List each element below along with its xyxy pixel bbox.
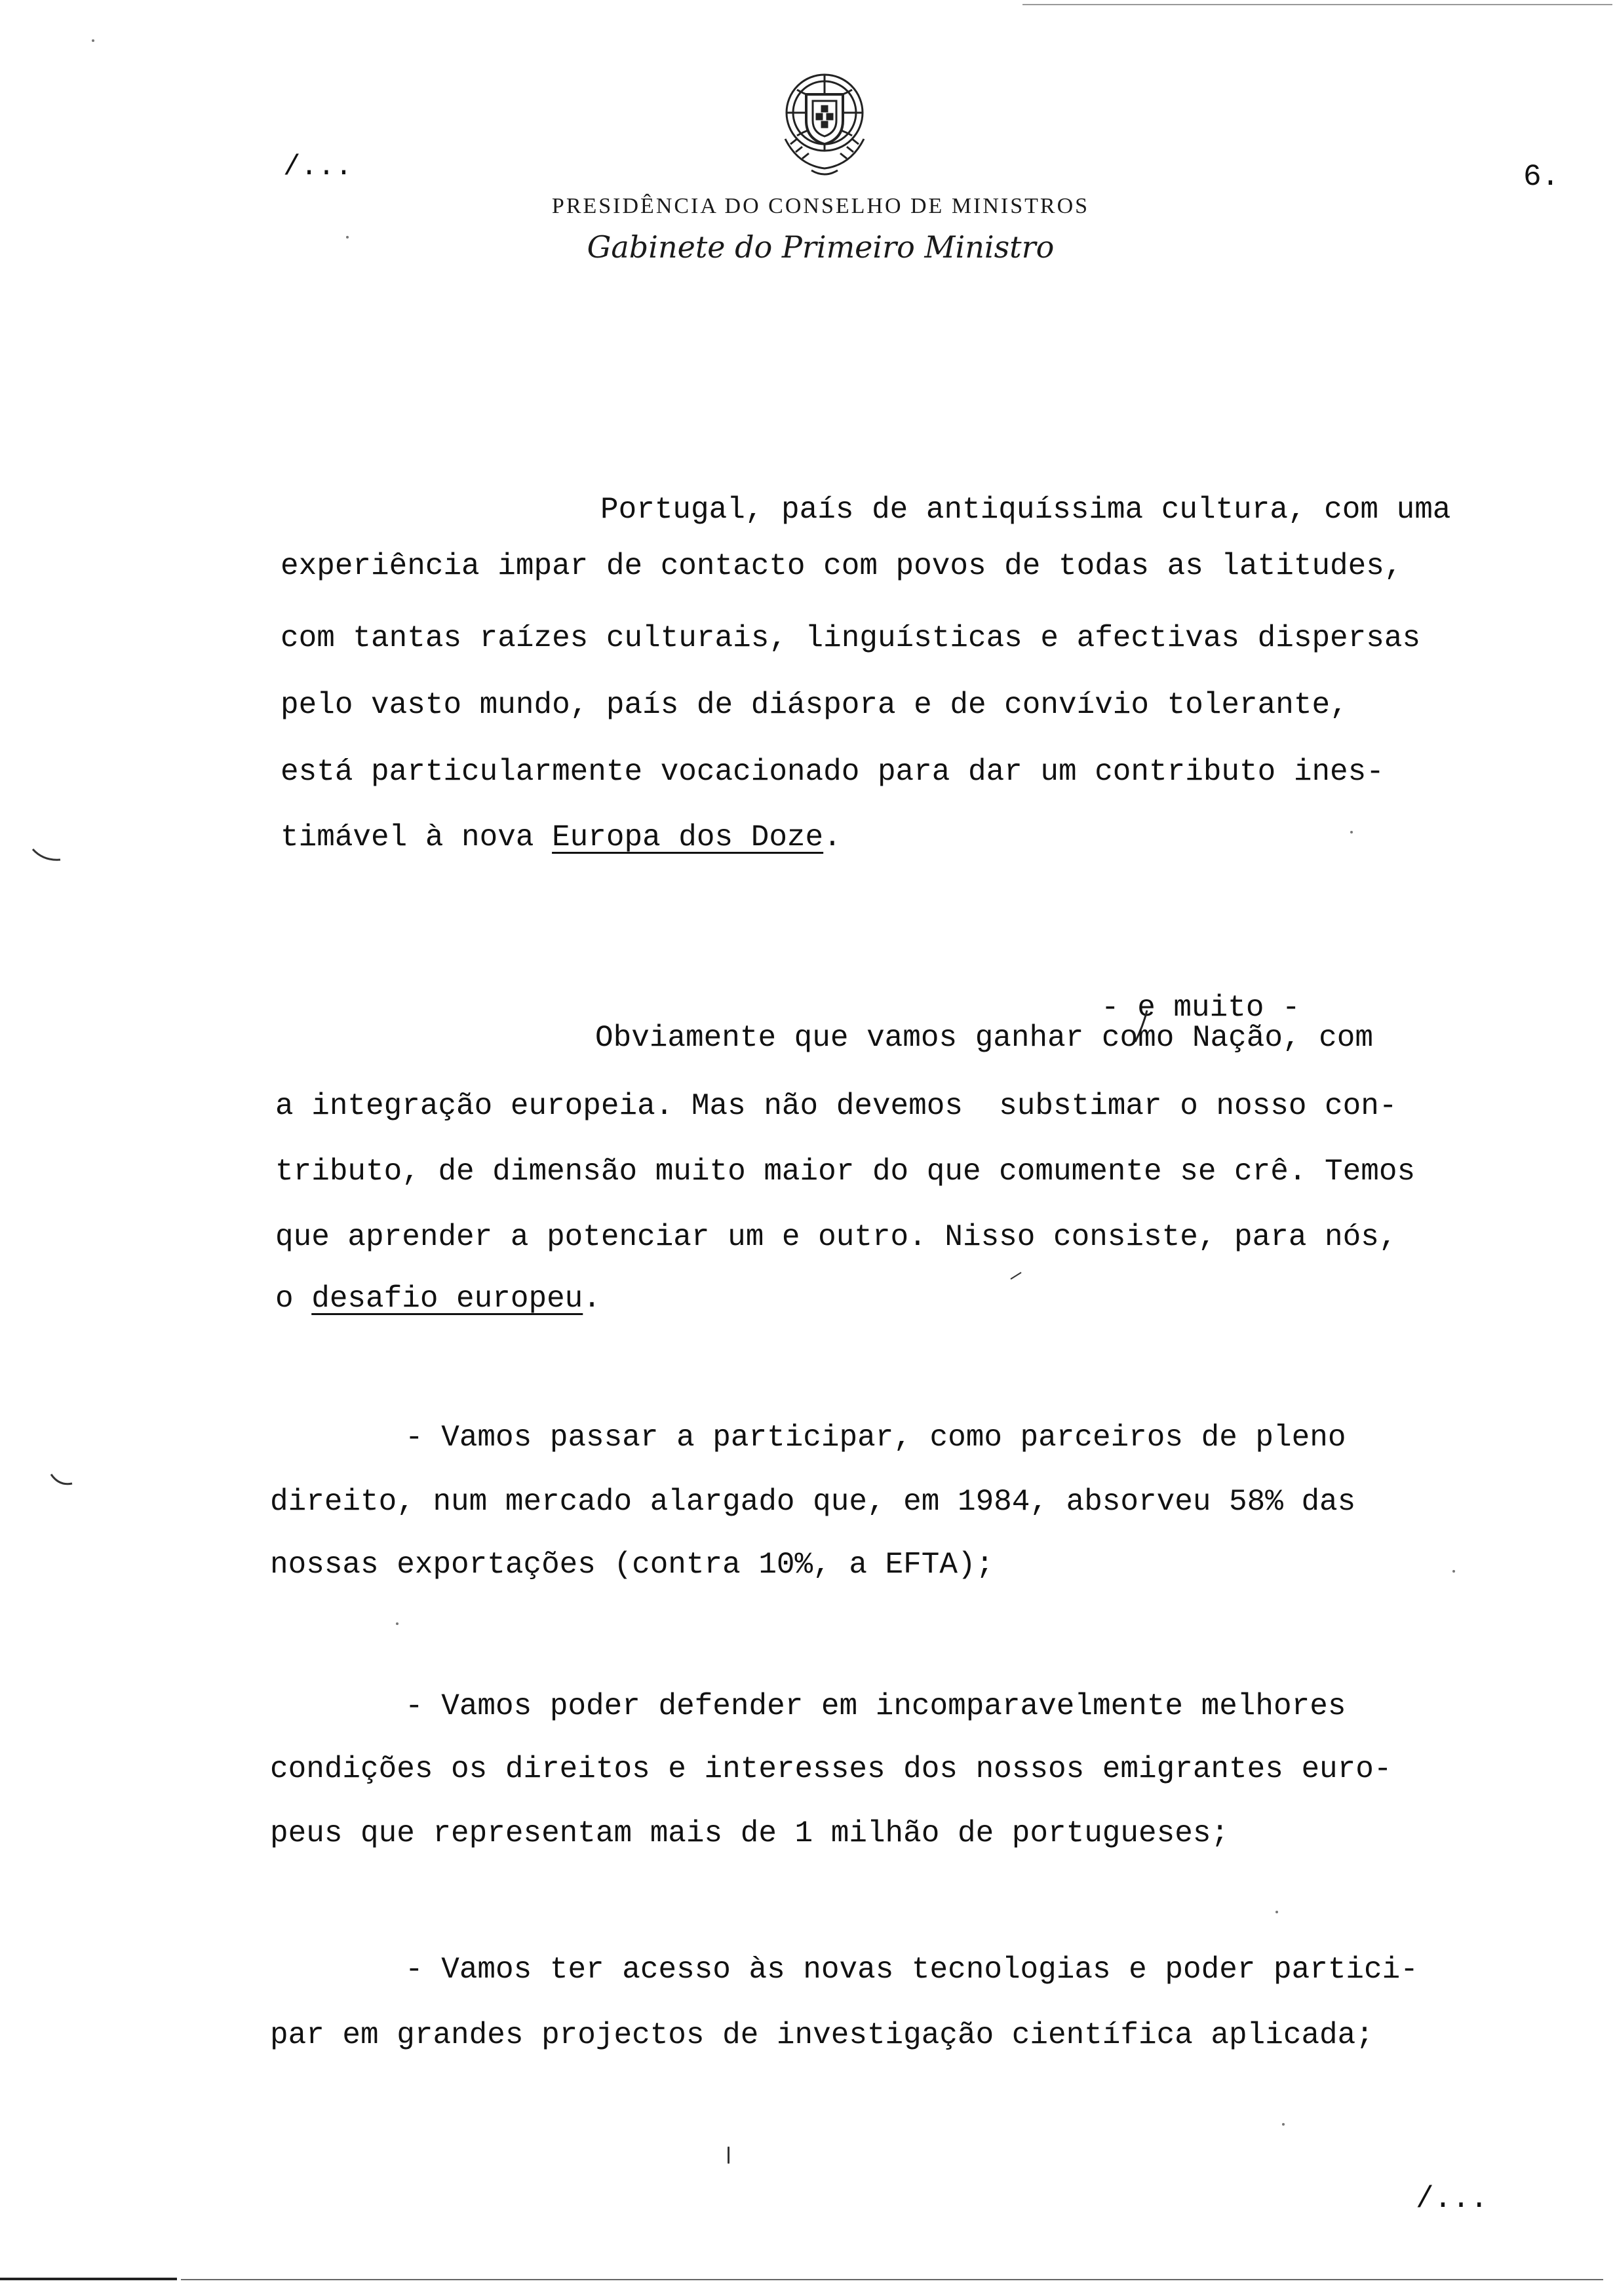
paragraph-1-last-line [281, 819, 842, 856]
scan-speck [728, 2147, 730, 2164]
paragraph-5-line: - Vamos ter acesso às novas tecnologias e poder partici- [405, 1953, 1418, 1987]
scan-speck [92, 39, 94, 42]
scan-speck [396, 1622, 399, 1625]
tick-mark-icon [1009, 1271, 1022, 1280]
underlined-phrase-europa-dos-doze: Europa dos Doze [552, 820, 824, 854]
paragraph-2-last-line [275, 1280, 601, 1317]
paragraph-1-line: com tantas raízes culturais, linguísticas e afectivas dispersas [281, 621, 1421, 655]
page-number: 6. [1523, 160, 1560, 194]
portuguese-coat-of-arms-icon [759, 60, 890, 185]
paragraph-1-line: pelo vasto mundo, país de diáspora e de convívio tolerante, [281, 688, 1348, 722]
scan-speck [1350, 831, 1353, 833]
handwritten-insertion: - e muito - [1101, 991, 1300, 1025]
paragraph-2-line: Obviamente que vamos ganhar como Nação, com [595, 1021, 1373, 1055]
text-segment: . [583, 1282, 601, 1316]
paragraph-1-line: experiência impar de contacto com povos de todas as latitudes, [281, 549, 1403, 583]
scan-speck [346, 236, 349, 239]
paragraph-2-line: que aprender a potenciar um e outro. Nisso consiste, para nós, [275, 1220, 1397, 1254]
underlined-phrase-desafio-europeu: desafio europeu [311, 1282, 583, 1316]
text-segment: timável à nova [281, 820, 553, 854]
scan-edge-bottom [181, 2279, 1603, 2280]
paragraph-4-line: - Vamos poder defender em incomparavelmente melhores [405, 1689, 1346, 1723]
paragraph-2-line: a integração europeia. Mas não devemos substimar o nosso con- [275, 1089, 1397, 1123]
scan-edge-top [1022, 4, 1612, 5]
paragraph-5-line: par em grandes projectos de investigação científica aplicada; [270, 2018, 1374, 2052]
paragraph-4-line: condições os direitos e interesses dos nossos emigrantes euro- [270, 1752, 1392, 1786]
margin-mark-icon [30, 845, 63, 865]
scan-speck [1275, 1911, 1278, 1913]
continuation-mark-top: /... [283, 151, 353, 183]
paragraph-4-line: peus que representam mais de 1 milhão de portugueses; [270, 1816, 1230, 1850]
paragraph-2-line: tributo, de dimensão muito maior do que comumente se crê. Temos [275, 1155, 1416, 1189]
margin-mark-icon [49, 1470, 75, 1490]
paragraph-3-line: direito, num mercado alargado que, em 1984, absorveu 58% das [270, 1485, 1356, 1519]
continuation-mark-bottom: /... [1416, 2182, 1489, 2216]
scan-speck [1282, 2123, 1285, 2126]
paragraph-1-line: está particularmente vocacionado para dar um contributo ines- [281, 755, 1384, 789]
scan-speck [1452, 1570, 1455, 1573]
text-segment: . [823, 820, 842, 854]
text-segment: o [275, 1282, 312, 1316]
paragraph-3-line: - Vamos passar a participar, como parceiros de pleno [405, 1421, 1346, 1455]
paragraph-1-line: Portugal, país de antiquíssima cultura, com uma [600, 493, 1451, 527]
letterhead-subtitle: Gabinete do Primeiro Ministro [587, 229, 1055, 265]
paragraph-3-line: nossas exportações (contra 10%, a EFTA); [270, 1548, 994, 1582]
letterhead-title: PRESIDÊNCIA DO CONSELHO DE MINISTROS [551, 194, 1090, 218]
scan-edge-bottom [0, 2278, 177, 2280]
